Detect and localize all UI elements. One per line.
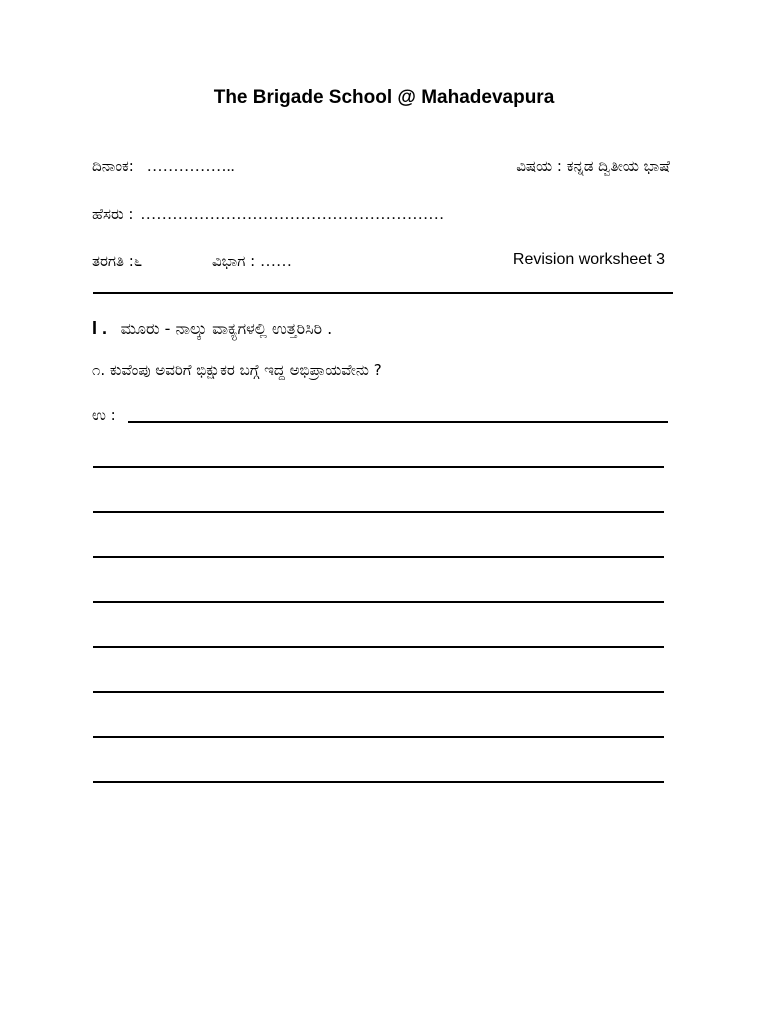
answer-line (93, 601, 664, 603)
section-instruction: ಮೂರು - ನಾಲ್ಕು ವಾಕ್ಯಗಳಲ್ಲಿ ಉತ್ತರಿಸಿರಿ . (120, 319, 333, 338)
section-label: ವಿಭಾಗ : (212, 252, 256, 270)
date-value: …………….. (146, 158, 235, 175)
answer-label: ಉ : (92, 406, 116, 424)
answer-line (93, 556, 664, 558)
answer-line (93, 736, 664, 738)
answer-line (93, 781, 664, 783)
class-value: ೬ (133, 252, 143, 270)
page-title: The Brigade School @ Mahadevapura (213, 87, 555, 108)
class-label: ತರಗತಿ : (92, 252, 134, 270)
section-numeral: I . (92, 318, 108, 338)
worksheet-label: Revision worksheet 3 (512, 251, 665, 268)
header-divider (93, 292, 673, 294)
date-field (92, 157, 235, 176)
section-value: …… (259, 253, 292, 270)
answer-line (93, 511, 664, 513)
answer-line (128, 421, 668, 423)
answer-line (93, 466, 664, 468)
name-value: ………………………………………………… (140, 206, 445, 223)
class-field (92, 252, 142, 270)
name-field (92, 205, 444, 224)
name-label: ಹೆಸರು : (92, 205, 134, 223)
date-label: ದಿನಾಂಕ: (92, 157, 134, 175)
answer-line (93, 646, 664, 648)
answer-line (93, 691, 664, 693)
question-1: ೧. ಕುವೆಂಪು ಅವರಿಗೆ ಭಿಕ್ಷುಕರ ಬಗ್ಗೆ ಇದ್ದ ಅಭಿಪ್ರಾಯವೇನು ? (92, 361, 382, 379)
section-field (212, 252, 292, 271)
section-heading (92, 318, 332, 339)
subject-label: ವಿಷಯ : ಕನ್ನಡ ದ್ವಿತೀಯ ಭಾಷೆ (516, 157, 670, 175)
